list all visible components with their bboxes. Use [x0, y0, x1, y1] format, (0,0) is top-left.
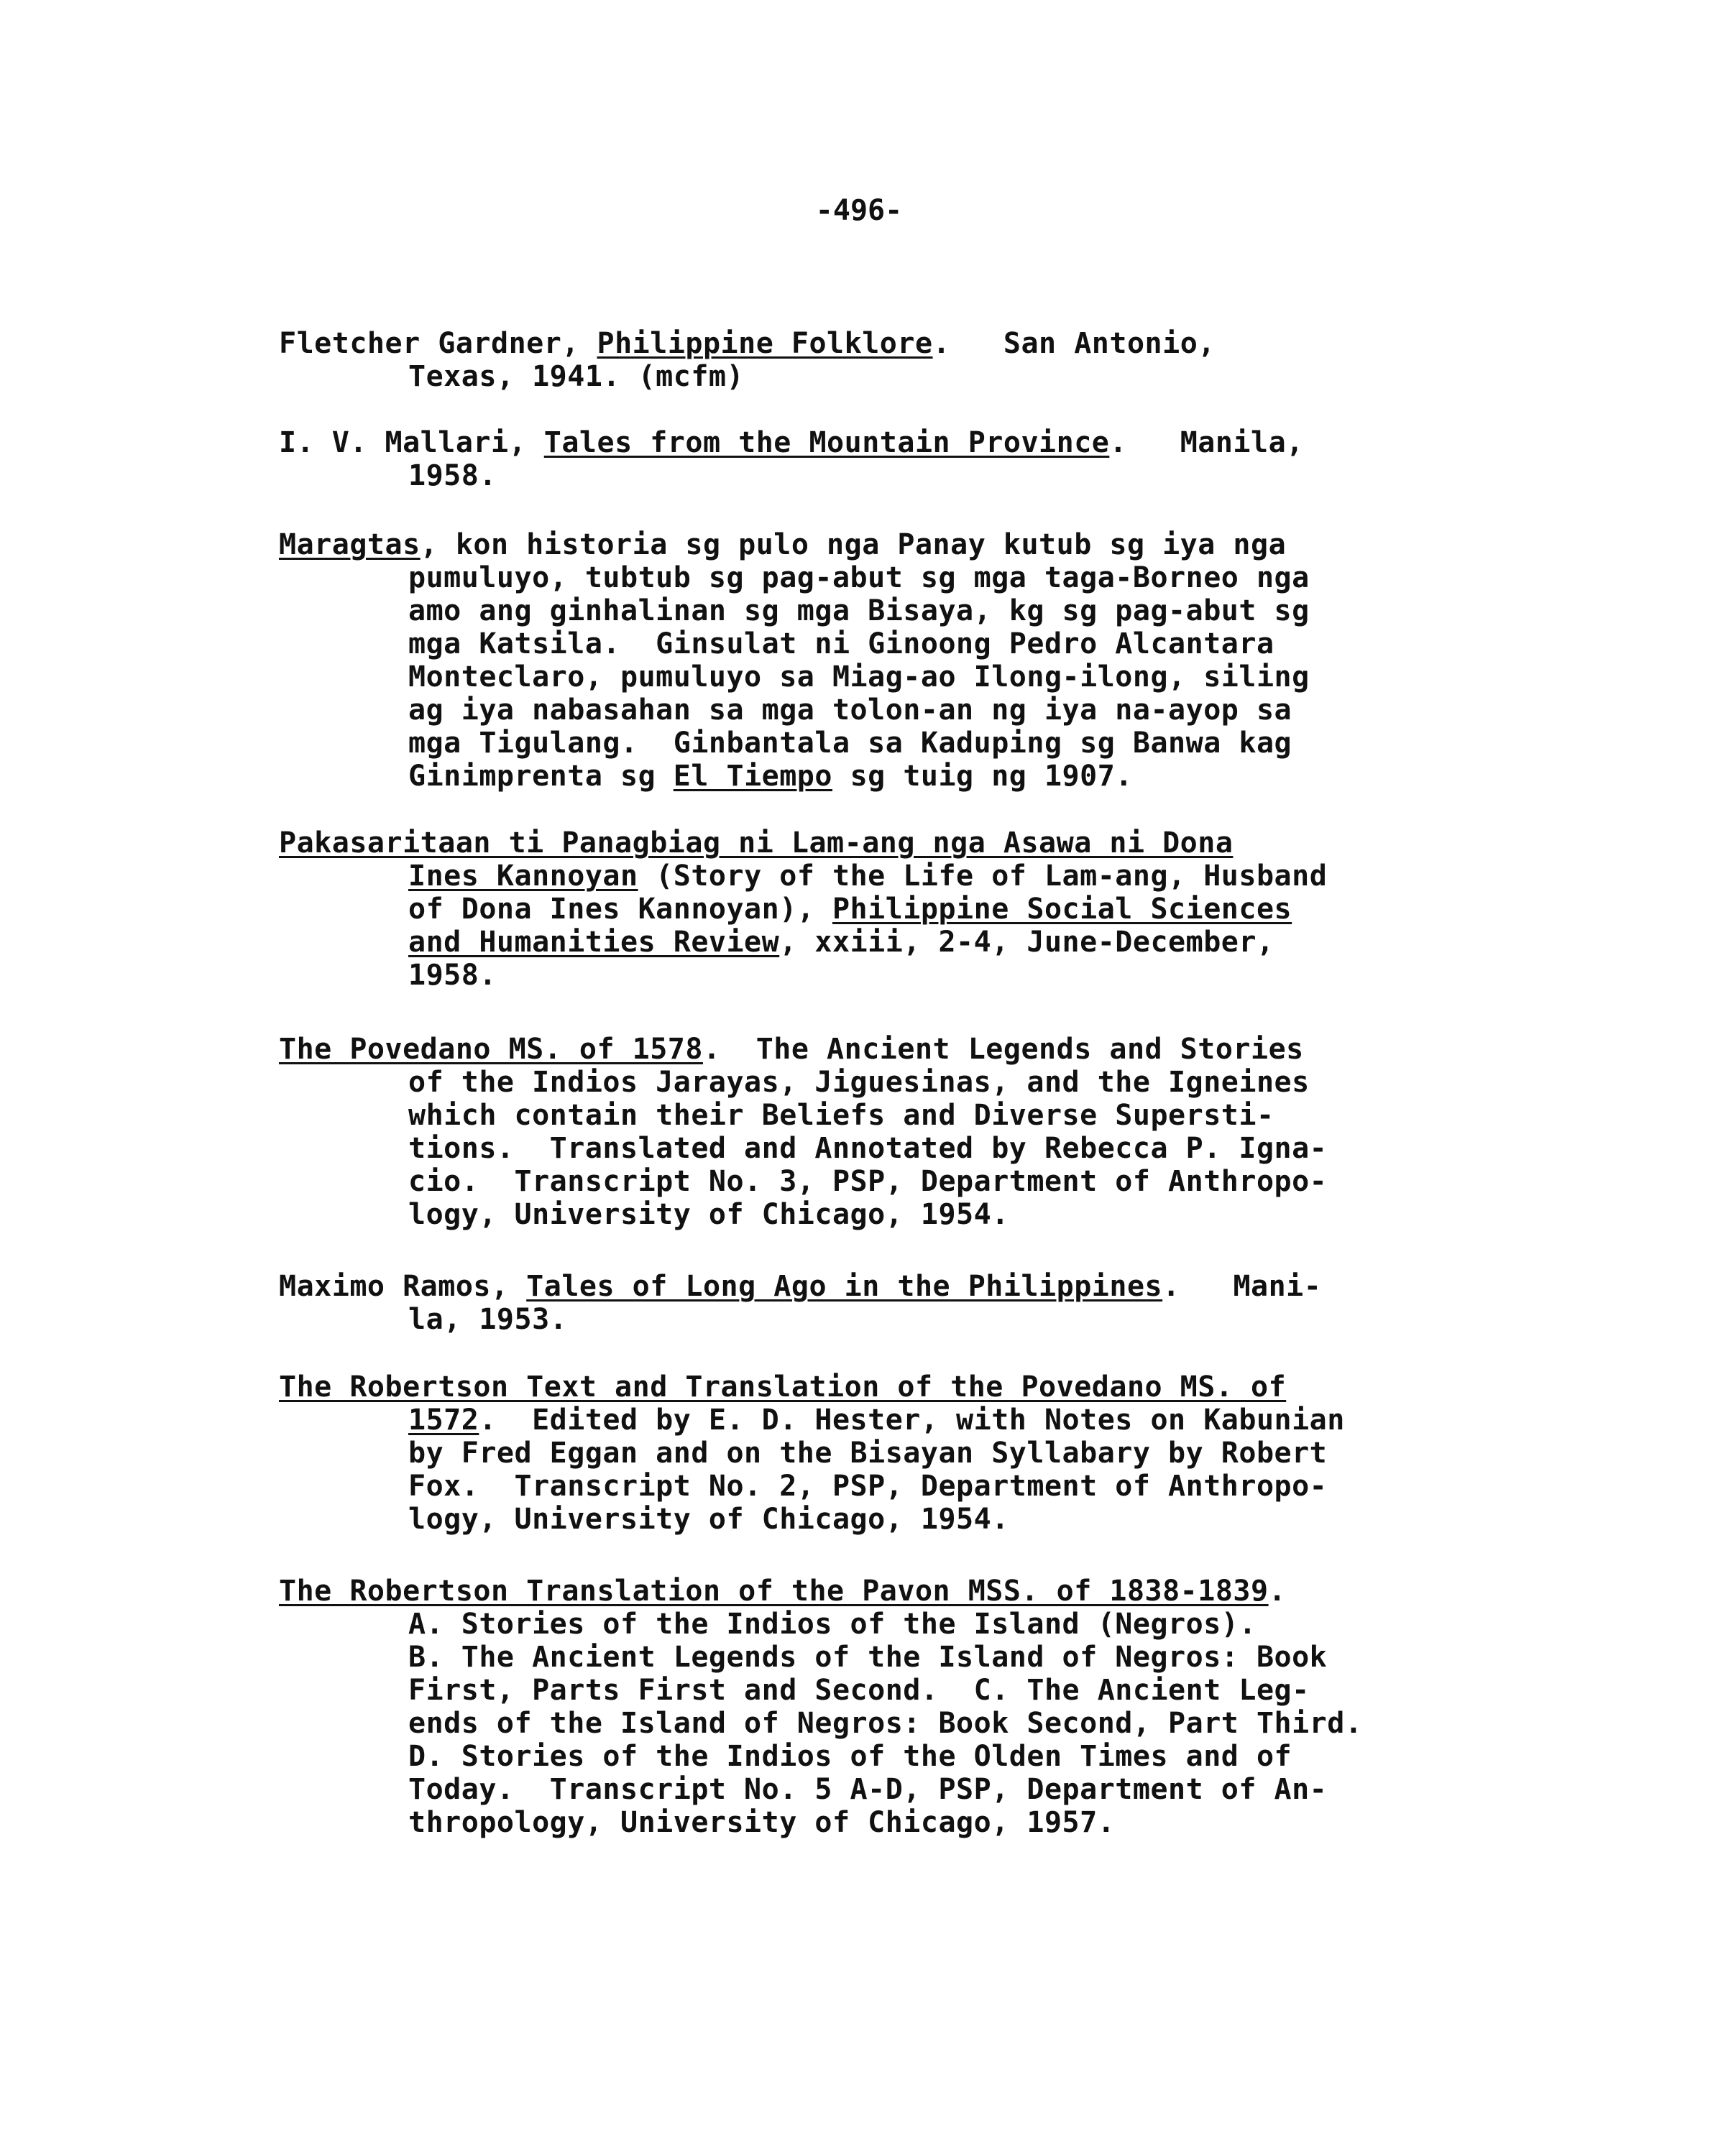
entry-text: Texas, 1941. (mcfm) [408, 360, 745, 393]
entry-text: Today. Transcript No. 5 A-D, PSP, Department of An- [408, 1773, 1328, 1806]
underlined-title: Philippine Social Sciences [832, 893, 1292, 926]
entry-line [279, 1707, 1362, 1740]
entry-line [279, 1470, 1345, 1503]
entry-line [279, 860, 1327, 893]
entry-text: . Manila, [1109, 426, 1304, 459]
bibliography-entry [279, 1575, 1362, 1839]
entry-line [279, 959, 1327, 992]
entry-text: . The Ancient Legends and Stories [702, 1033, 1304, 1066]
bibliography-entry [279, 1370, 1345, 1536]
entry-text: mga Tigulang. Ginbantala sa Kaduping sg Banwa kag [408, 727, 1292, 760]
entry-line [279, 1674, 1362, 1707]
entry-line [279, 1099, 1327, 1132]
entry-text: 1958. [408, 959, 497, 992]
entry-line [279, 660, 1310, 694]
underlined-title: and Humanities Review [408, 926, 780, 959]
entry-text: ends of the Island of Negros: Book Second, Part Third. [408, 1707, 1363, 1740]
entry-text: Monteclaro, pumuluyo sa Miag-ao Ilong-ilong, siling [408, 660, 1310, 694]
entry-line [279, 1503, 1345, 1536]
entry-line [279, 1270, 1321, 1303]
entry-text: which contain their Beliefs and Diverse Supersti- [408, 1099, 1274, 1132]
bibliography-entry [279, 1270, 1321, 1336]
entry-line [279, 694, 1310, 727]
entry-line [279, 360, 1216, 393]
entry-text: Ginimprenta sg [408, 760, 674, 793]
entry-text: logy, University of Chicago, 1954. [408, 1198, 1009, 1231]
entry-text: pumuluyo, tubtub sg pag-abut sg mga taga-Borneo nga [408, 561, 1310, 594]
entry-text: (Story of the Life of Lam-ang, Husband [638, 860, 1328, 893]
entry-line [279, 1437, 1345, 1470]
entry-text: . Edited by E. D. Hester, with Notes on Kabunian [479, 1404, 1345, 1437]
entry-text: B. The Ancient Legends of the Island of Negros: Book [408, 1641, 1328, 1674]
entry-text: I. V. Mallari, [279, 426, 544, 459]
entry-line [279, 1404, 1345, 1437]
entry-text: amo ang ginhalinan sg mga Bisaya, kg sg pag-abut sg [408, 594, 1310, 627]
entry-text: , xxiii, 2-4, June-December, [779, 926, 1274, 959]
entry-line [279, 594, 1310, 627]
underlined-title: Tales from the Mountain Province [543, 426, 1110, 459]
entry-line [279, 1608, 1362, 1641]
entry-line [279, 1370, 1345, 1404]
underlined-title: The Robertson Text and Translation of the Povedano MS. of [279, 1370, 1287, 1404]
entry-line [279, 561, 1310, 594]
entry-text: logy, University of Chicago, 1954. [408, 1503, 1009, 1536]
underlined-title: Tales of Long Ago in the Philippines [526, 1270, 1163, 1303]
entry-line [279, 1132, 1327, 1165]
entry-text: D. Stories of the Indios of the Olden Times and of [408, 1740, 1292, 1773]
entry-text: cio. Transcript No. 3, PSP, Department of Anthropo- [408, 1165, 1328, 1198]
underlined-title: Pakasaritaan ti Panagbiag ni Lam-ang nga Asawa ni Dona [279, 826, 1234, 860]
underlined-title: 1572 [408, 1404, 479, 1437]
page-number: -496- [815, 194, 903, 227]
underlined-title: El Tiempo [673, 760, 832, 793]
entry-line [279, 1773, 1362, 1806]
entry-text: 1958. [408, 459, 497, 492]
entry-line [279, 1806, 1362, 1839]
entry-line [279, 926, 1327, 959]
entry-text: thropology, University of Chicago, 1957. [408, 1806, 1116, 1839]
underlined-title: The Robertson Translation of the Pavon MSS. of 1838-1839 [279, 1575, 1269, 1608]
entry-line [279, 727, 1310, 760]
entry-text: Fletcher Gardner, [279, 327, 597, 360]
entry-line [279, 760, 1310, 793]
underlined-title: Philippine Folklore [597, 327, 933, 360]
entry-line [279, 1740, 1362, 1773]
bibliography-entry [279, 826, 1327, 992]
entry-text: by Fred Eggan and on the Bisayan Syllabary by Robert [408, 1437, 1328, 1470]
bibliography-entry [279, 327, 1216, 393]
entry-line [279, 627, 1310, 660]
entry-text: A. Stories of the Indios of the Island (Negros). [408, 1608, 1257, 1641]
entry-line [279, 426, 1304, 459]
entry-text: sg tuig ng 1907. [832, 760, 1133, 793]
entry-line [279, 528, 1310, 561]
entry-line [279, 1198, 1327, 1231]
underlined-title: The Povedano MS. of 1578 [279, 1033, 703, 1066]
entry-text: of the Indios Jarayas, Jiguesinas, and the Igneines [408, 1066, 1310, 1099]
entry-line [279, 327, 1216, 360]
entry-line [279, 826, 1327, 860]
entry-line [279, 1575, 1362, 1608]
entry-line [279, 893, 1327, 926]
bibliography-entry [279, 426, 1304, 492]
entry-text: ag iya nabasahan sa mga tolon-an ng iya na-ayop sa [408, 694, 1292, 727]
entry-text: . Mani- [1162, 1270, 1322, 1303]
underlined-title: Ines Kannoyan [408, 860, 638, 893]
entry-line [279, 459, 1304, 492]
bibliography-entry [279, 1033, 1327, 1231]
entry-line [279, 1165, 1327, 1198]
entry-text: . San Antonio, [932, 327, 1216, 360]
entry-text: mga Katsila. Ginsulat ni Ginoong Pedro Alcantara [408, 627, 1274, 660]
entry-text: Fox. Transcript No. 2, PSP, Department of Anthropo- [408, 1470, 1328, 1503]
entry-text: tions. Translated and Annotated by Rebecca P. Igna- [408, 1132, 1328, 1165]
entry-text: . [1268, 1575, 1287, 1608]
underlined-title: Maragtas [279, 528, 421, 561]
entry-text: First, Parts First and Second. C. The Ancient Leg- [408, 1674, 1310, 1707]
entry-text: , kon historia sg pulo nga Panay kutub sg iya nga [420, 528, 1287, 561]
entry-text: Maximo Ramos, [279, 1270, 527, 1303]
entry-line [279, 1641, 1362, 1674]
entry-line [279, 1066, 1327, 1099]
entry-line [279, 1033, 1327, 1066]
bibliography-entry [279, 528, 1310, 793]
entry-line [279, 1303, 1321, 1336]
entry-text: of Dona Ines Kannoyan), [408, 893, 832, 926]
entry-text: la, 1953. [408, 1303, 568, 1336]
